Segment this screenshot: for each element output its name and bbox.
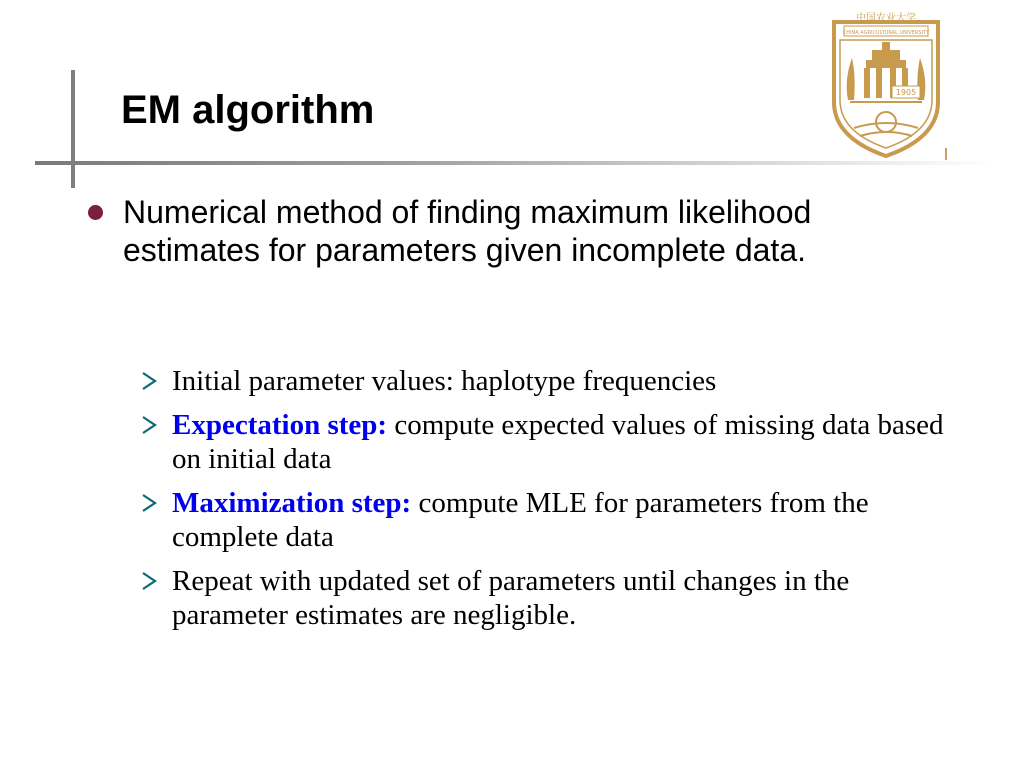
logo-year: 1905 (895, 88, 917, 97)
arrow-bullet-icon (140, 491, 158, 515)
sub-bullet-text: compute expected values of missing data based on initial data (172, 409, 944, 475)
arrow-bullet-icon (140, 413, 158, 437)
sub-bullet-highlight: Expectation step: (172, 409, 388, 441)
sub-bullet-text: compute MLE for parameters from the complete data (172, 487, 869, 553)
sub-bullet-item (140, 408, 970, 476)
sub-bullet-text: Repeat with updated set of parameters until changes in the parameter estimates are negligible. (172, 565, 850, 631)
main-bullet-dot (88, 205, 103, 220)
main-bullet-text: Numerical method of finding maximum likelihood estimates for parameters given incomplete data. (123, 194, 812, 268)
arrow-bullet-icon (140, 569, 158, 593)
sub-bullet-item (140, 364, 970, 398)
logo-english-text: CHINA AGRICULTURAL UNIVERSITY (842, 30, 930, 36)
logo-divider-tick (945, 148, 947, 160)
arrow-bullet-icon (140, 369, 158, 393)
university-logo (826, 10, 946, 160)
frame-horizontal-line (35, 161, 995, 165)
sub-bullet-item (140, 564, 970, 632)
sub-bullet-item (140, 486, 970, 554)
sub-bullet-highlight: Maximization step: (172, 487, 412, 519)
frame-vertical-line (71, 70, 75, 188)
sub-bullet-text: Initial parameter values: haplotype frequencies (172, 365, 717, 397)
logo-chinese-text: 中国农业大学 (856, 13, 916, 24)
sub-bullet-list (140, 364, 970, 642)
slide-title: EM algorithm (121, 88, 375, 132)
